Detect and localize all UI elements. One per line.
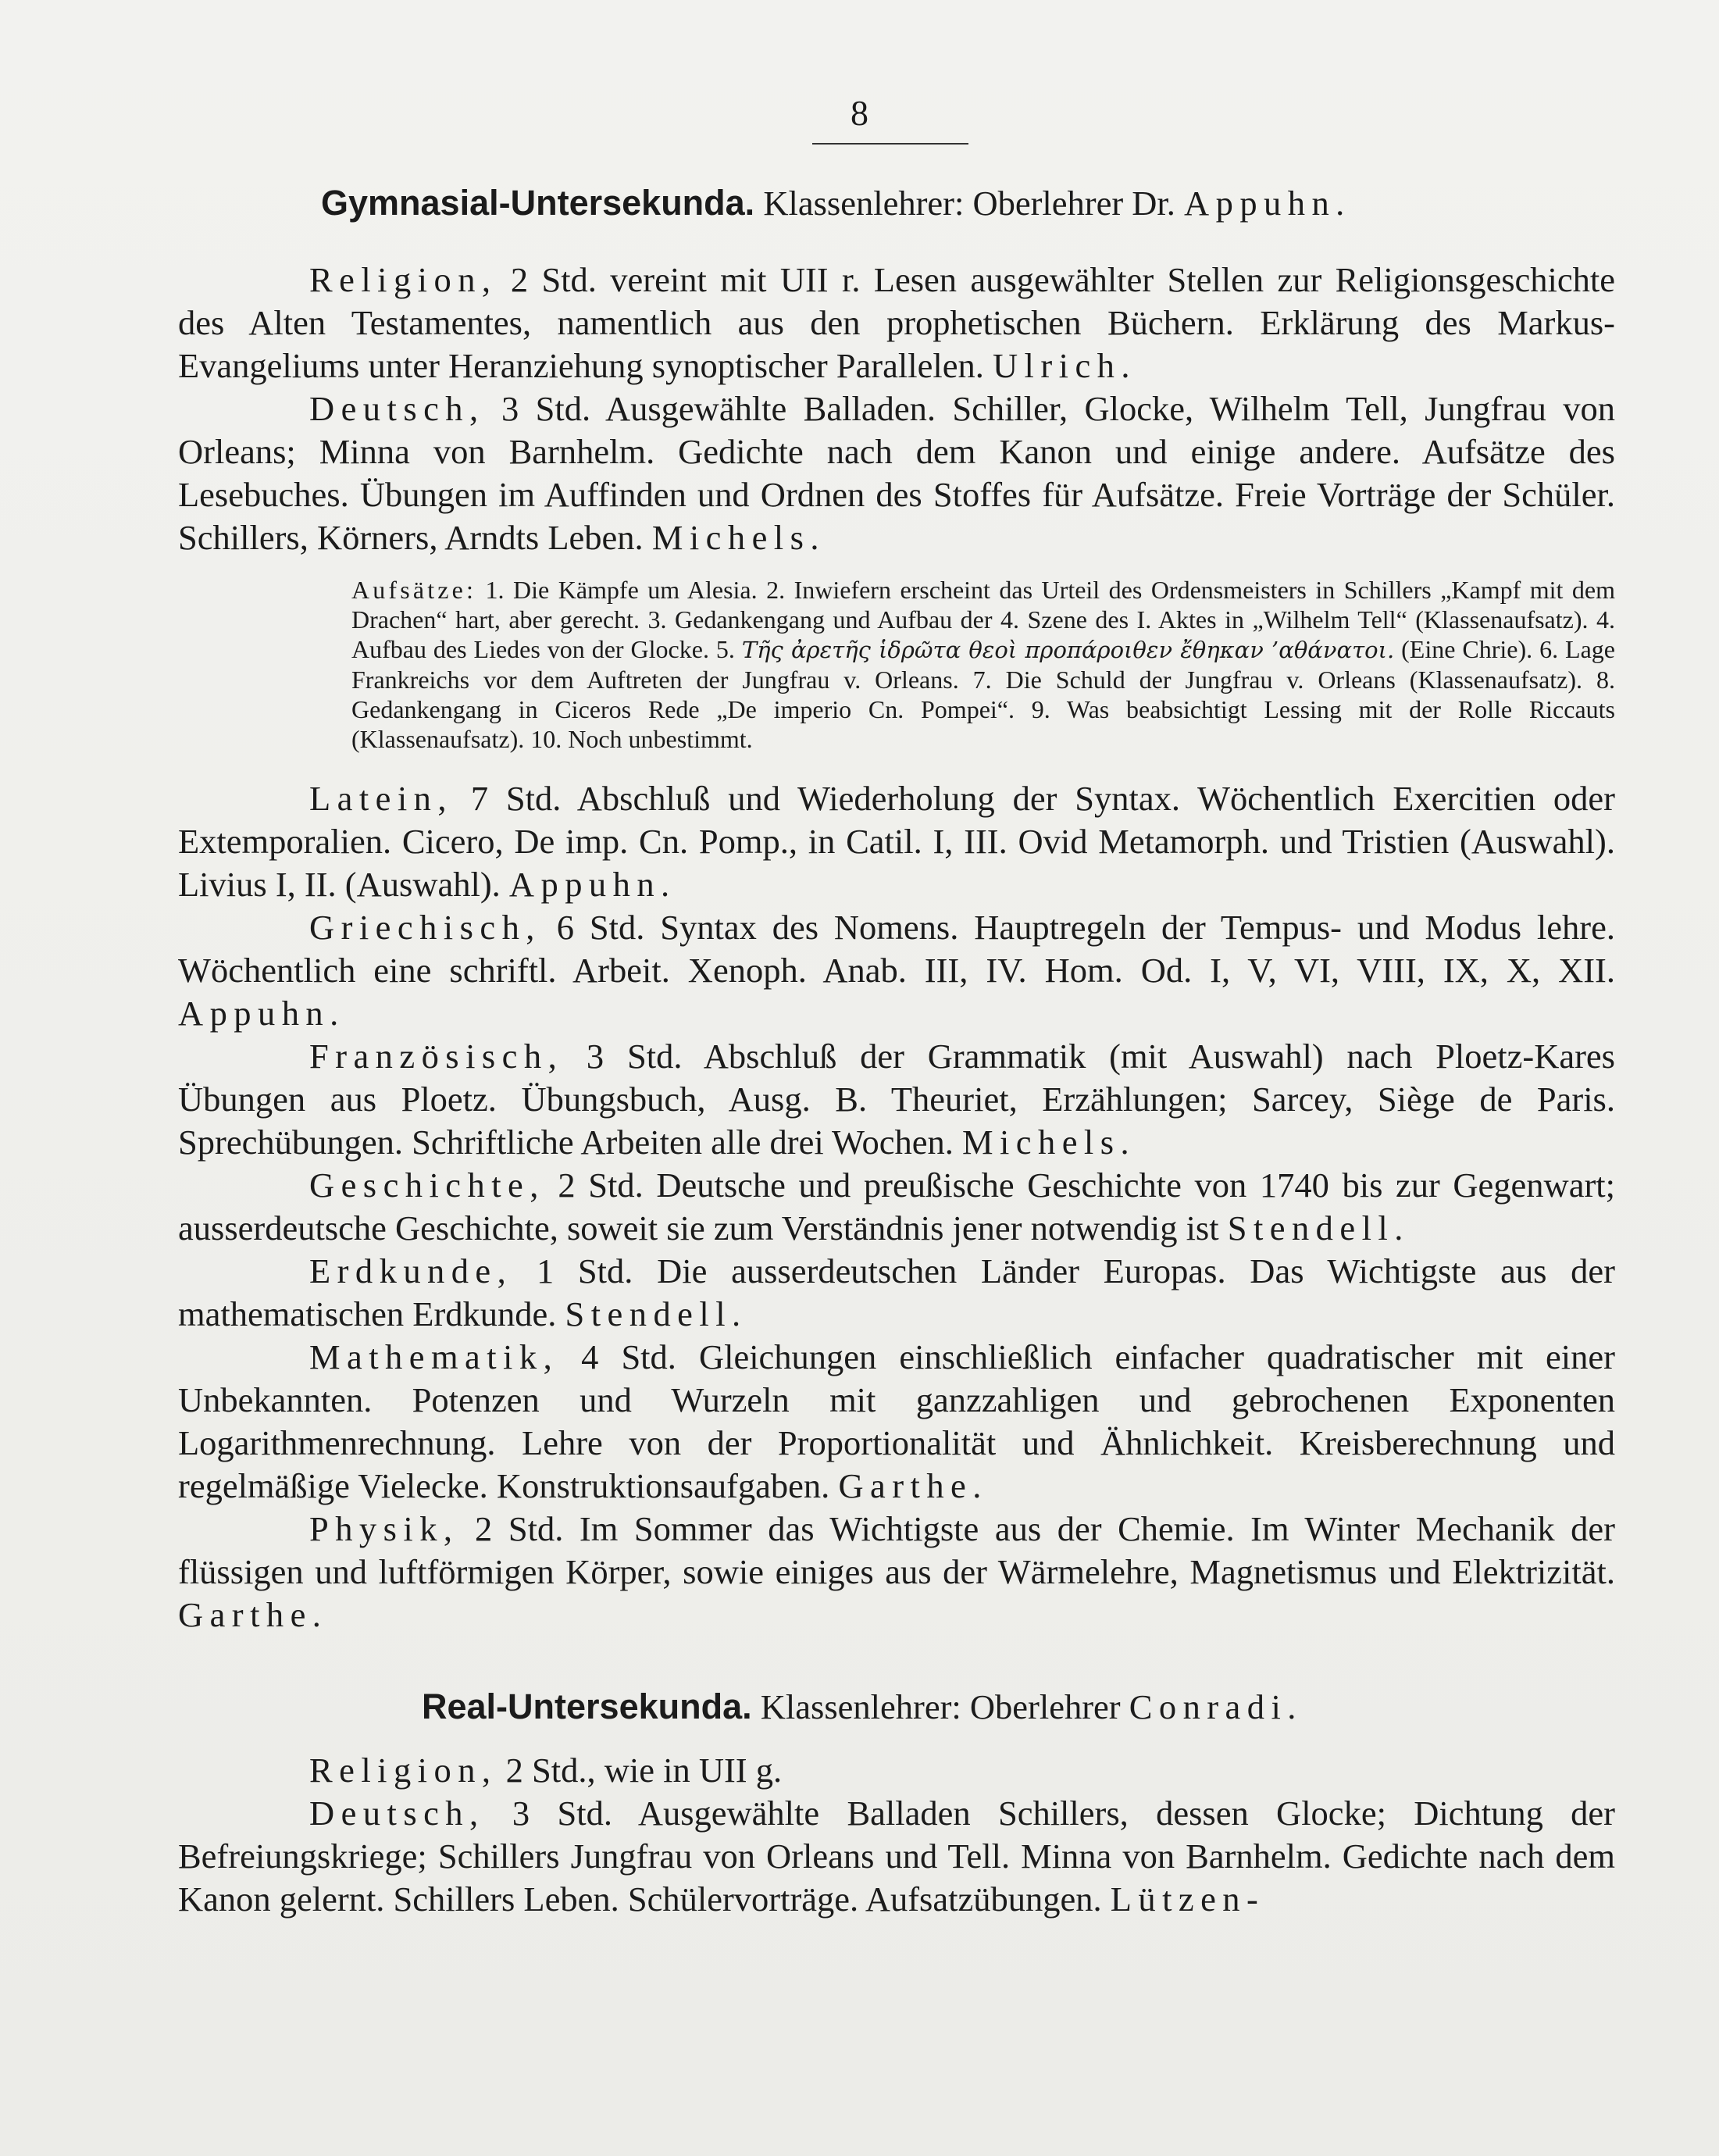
gym-erdkunde-paragraph: [178, 1250, 1615, 1336]
gym-geschichte-teacher: Stendell.: [1227, 1208, 1410, 1248]
gym-griechisch-text: 6 Std. Syntax des Nomens. Hauptregeln der Tempus- und Modus lehre. Wöchentlich eine schriftl. Arbeit. Xenoph. Anab. III, IV. Hom. Od. I, V, VI, VIII, IX, X, XII.: [178, 908, 1615, 990]
gym-franzoesisch-subject: Französisch,: [309, 1037, 564, 1076]
gym-latein-paragraph: [178, 777, 1615, 906]
page-number: 8: [851, 93, 868, 133]
gym-religion-text: 2 Std. vereint mit UII r. Lesen ausgewählter Stellen zur Religionsgeschichte des Alten Testamentes, namentlich aus den prophetischen Büchern. Erklärung des Markus-Evangeliums unter Heranziehung synoptischer Parallelen.: [178, 260, 1615, 385]
gym-latein-subject: Latein,: [309, 779, 453, 818]
gym-erdkunde-subject: Erdkunde,: [309, 1251, 513, 1290]
real-deutsch-subject: Deutsch,: [309, 1794, 485, 1833]
gym-deutsch-teacher: Michels.: [651, 518, 826, 557]
real-teacher-rank: Oberlehrer: [969, 1687, 1121, 1726]
gym-franzoesisch-text: 3 Std. Abschluß der Grammatik (mit Auswahl) nach Ploetz-Kares Übungen aus Ploetz. Übungsbuch, Ausg. B. Theuriet, Erzählungen; Sarcey, Siège de Paris. Sprechübungen. Schriftliche Arbeiten alle drei Wochen.: [178, 1037, 1615, 1162]
real-deutsch-paragraph: [178, 1792, 1615, 1921]
gym-religion-paragraph: [178, 259, 1615, 387]
gym-deutsch-paragraph: [178, 387, 1615, 559]
gym-physik-text: 2 Std. Im Sommer das Wichtigste aus der Chemie. Im Winter Mechanik der flüssigen und luftförmigen Körper, sowie einiges aus der Wärmelehre, Magnetismus und Elektrizität.: [178, 1509, 1615, 1591]
aufsaetze-text-1: 1. Die Kämpfe um Alesia. 2. Inwiefern erscheint das Urteil des Ordensmeisters in Schillers „Kampf mit dem Drachen“ hart, aber gerecht. 3. Gedankengang und Aufbau der 4. Szene des I. Aktes in „Wilhelm Tell“ (Klassenaufsatz). 4. Aufbau des Liedes von der Glocke. 5.: [351, 576, 1615, 663]
real-religion-paragraph: [178, 1749, 1615, 1792]
gymnasium-teacher-label: Klassenlehrer:: [763, 184, 965, 223]
gym-griechisch-teacher: Appuhn.: [178, 994, 345, 1033]
gymnasium-heading: [178, 181, 1615, 225]
gym-geschichte-paragraph: [178, 1164, 1615, 1250]
gym-physik-paragraph: [178, 1508, 1615, 1637]
gym-physik-subject: Physik,: [309, 1509, 459, 1548]
gym-franzoesisch-teacher: Michels.: [961, 1123, 1136, 1162]
gym-mathematik-paragraph: [178, 1336, 1615, 1508]
gym-griechisch-paragraph: [178, 906, 1615, 1035]
gym-erdkunde-teacher: Stendell.: [565, 1294, 747, 1333]
gym-aufsaetze-list: [178, 575, 1615, 754]
gym-franzoesisch-paragraph: [178, 1035, 1615, 1164]
gym-mathematik-text: 4 Std. Gleichungen einschließlich einfacher quadratischer mit einer Unbekannten. Potenzen und Wurzeln mit ganzzahligen und gebrochenen Exponenten Logarithmenrechnung. Lehre von der Proportionalität und Ähnlichkeit. Kreisberechnung und regelmäßige Vielecke. Konstruktionsaufgaben.: [178, 1337, 1615, 1505]
real-title: Real-Untersekunda.: [422, 1687, 752, 1726]
real-religion-subject: Religion,: [309, 1751, 498, 1790]
gym-geschichte-subject: Geschichte,: [309, 1165, 545, 1205]
gym-geschichte-text: 2 Std. Deutsche und preußische Geschichte von 1740 bis zur Gegenwart; ausserdeutsche Geschichte, soweit sie zum Verständnis jener notwendig ist: [178, 1165, 1615, 1248]
gymnasium-teacher-rank: Oberlehrer Dr.: [972, 184, 1175, 223]
aufsaetze-greek-quote: Τῆς ἀρετῆς ἱδρῶτα θεοὶ προπάροιθεν ἔθηκαν ’αθάνατοι.: [741, 637, 1395, 663]
real-religion-text: 2 Std., wie in UII g.: [497, 1751, 783, 1790]
gym-latein-teacher: Appuhn.: [508, 865, 676, 904]
gym-physik-teacher: Garthe.: [178, 1595, 328, 1634]
page-content: [178, 181, 1615, 1921]
gym-mathematik-teacher: Garthe.: [838, 1466, 988, 1505]
real-deutsch-teacher: Lützen-: [1110, 1879, 1265, 1919]
real-teacher-name: Conradi.: [1129, 1687, 1303, 1726]
real-heading: [178, 1685, 1615, 1729]
real-teacher-label: Klassenlehrer:: [760, 1687, 961, 1726]
page-number-rule: [812, 143, 968, 145]
real-deutsch-text: 3 Std. Ausgewählte Balladen Schillers, dessen Glocke; Dichtung der Befreiungskriege; Schillers Jungfrau von Orleans und Tell. Minna von Barnhelm. Gedichte nach dem Kanon gelernt. Schillers Leben. Schülervorträge. Aufsatzübungen.: [178, 1794, 1615, 1919]
gym-religion-subject: Religion,: [309, 260, 498, 299]
aufsaetze-label: Aufsätze:: [351, 576, 477, 604]
gym-religion-teacher: Ulrich.: [992, 346, 1136, 385]
gym-mathematik-subject: Mathematik,: [309, 1337, 559, 1376]
aufsaetze-text-2: (Eine Chrie). 6. Lage Frankreichs vor dem Auftreten der Jungfrau v. Orleans. 7. Die Schuld der Jungfrau v. Orleans (Klassenaufsatz). 8. Gedankengang in Ciceros Rede „De imperio Cn. Pompei“. 9. Was beabsichtigt Lessing mit der Rolle Riccauts (Klassenaufsatz). 10. Noch unbestimmt.: [351, 635, 1616, 753]
gym-erdkunde-text: 1 Std. Die ausserdeutschen Länder Europas. Das Wichtigste aus der mathematischen Erdkunde.: [178, 1251, 1615, 1333]
gymnasium-title: Gymnasial-Untersekunda.: [321, 183, 755, 223]
gym-deutsch-text: 3 Std. Ausgewählte Balladen. Schiller, Glocke, Wilhelm Tell, Jungfrau von Orleans; Minna von Barnhelm. Gedichte nach dem Kanon und einige andere. Aufsätze des Lesebuches. Übungen im Auffinden und Ordnen des Stoffes für Aufsätze. Freie Vorträge der Schüler. Schillers, Körners, Arndts Leben.: [178, 389, 1615, 557]
gym-latein-text: 7 Std. Abschluß und Wiederholung der Syntax. Wöchentlich Exercitien oder Extemporalien. Cicero, De imp. Cn. Pomp., in Catil. I, III. Ovid Metamorph. und Tristien (Auswahl). Livius I, II. (Auswahl).: [178, 779, 1615, 904]
gym-griechisch-subject: Griechisch,: [309, 908, 541, 947]
gymnasium-teacher-name: Appuhn.: [1184, 184, 1351, 223]
gym-deutsch-subject: Deutsch,: [309, 389, 485, 428]
